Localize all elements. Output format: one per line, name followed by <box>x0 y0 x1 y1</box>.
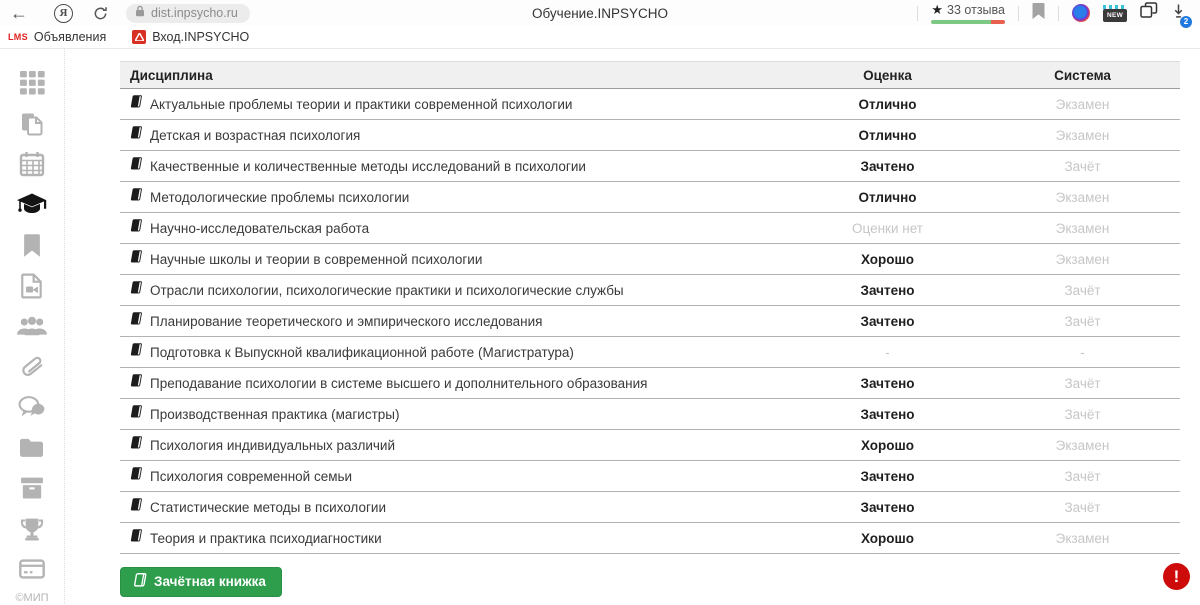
grade-value: Хорошо <box>860 530 915 546</box>
address-bar[interactable] <box>126 4 250 23</box>
grid-icon[interactable] <box>0 63 64 104</box>
discipline-name: Подготовка к Выпускной квалификационной работе (Магистратура) <box>150 344 574 360</box>
discipline-name: Планирование теоретического и эмпирического исследования <box>150 313 543 329</box>
bookmark-announcements[interactable]: LMS Объявления <box>8 30 107 44</box>
downloads-count-badge: 2 <box>1180 16 1192 28</box>
page-title: Обучение.INPSYCHO <box>532 5 668 21</box>
table-row[interactable] <box>120 306 1180 337</box>
video-file-icon[interactable] <box>0 266 64 307</box>
system-value: Зачёт <box>1064 282 1101 298</box>
table-row[interactable] <box>120 213 1180 244</box>
book-icon <box>130 343 143 361</box>
exclamation-icon: ! <box>1173 566 1180 586</box>
table-row[interactable] <box>120 89 1180 120</box>
extension-new-icon[interactable] <box>1103 5 1127 22</box>
table-row[interactable] <box>120 337 1180 368</box>
new-badge-decoration <box>1103 5 1127 9</box>
system-value: Зачёт <box>1064 158 1101 174</box>
grade-value: Отлично <box>858 96 917 112</box>
book-icon <box>130 529 143 547</box>
header-system: Система <box>1054 67 1111 83</box>
mip-favicon <box>132 30 146 44</box>
credit-card-icon[interactable] <box>0 549 64 590</box>
discipline-name: Преподавание психологии в системе высшего и дополнительного образования <box>150 375 648 391</box>
system-value: Зачёт <box>1064 313 1101 329</box>
grades-table <box>120 61 1180 554</box>
gradebook-button-label: Зачётная книжка <box>154 574 266 589</box>
book-icon <box>130 498 143 516</box>
book-icon <box>130 281 143 299</box>
grade-value: Зачтено <box>860 499 915 515</box>
system-value: Зачёт <box>1064 406 1101 422</box>
calendar-icon[interactable] <box>0 144 64 185</box>
discipline-name: Теория и практика психодиагностики <box>150 530 382 546</box>
toolbar-separator <box>917 6 918 21</box>
graduation-cap-icon[interactable] <box>0 185 64 226</box>
book-icon <box>130 405 143 423</box>
discipline-name: Психология индивидуальных различий <box>150 437 395 453</box>
book-icon <box>130 157 143 175</box>
bookmarks-bar <box>0 26 1200 49</box>
review-rating-bar <box>931 20 1005 24</box>
discipline-name: Отрасли психологии, психологические практики и психологические службы <box>150 282 624 298</box>
book-icon <box>130 188 143 206</box>
system-value: Зачёт <box>1064 499 1101 515</box>
refresh-icon[interactable] <box>93 6 108 21</box>
grade-value: Хорошо <box>860 251 915 267</box>
discipline-name: Научно-исследовательская работа <box>150 220 370 236</box>
grade-value: - <box>885 344 890 360</box>
back-icon[interactable]: ← <box>10 3 28 23</box>
grade-value: Зачтено <box>860 375 915 391</box>
documents-icon[interactable] <box>0 104 64 145</box>
yandex-browser-icon[interactable]: Я <box>54 4 73 23</box>
extension-browser-icon[interactable] <box>1072 4 1090 22</box>
collections-icon[interactable] <box>1140 2 1158 24</box>
book-icon <box>130 436 143 454</box>
table-row[interactable] <box>120 275 1180 306</box>
browser-toolbar <box>0 0 1200 26</box>
table-row[interactable] <box>120 120 1180 151</box>
grade-value: Зачтено <box>860 313 915 329</box>
archive-box-icon[interactable] <box>0 468 64 509</box>
grade-value: Зачтено <box>860 158 915 174</box>
grade-value: Зачтено <box>860 468 915 484</box>
table-row[interactable] <box>120 182 1180 213</box>
bookmark-icon[interactable] <box>0 225 64 266</box>
discipline-name: Производственная практика (магистры) <box>150 406 400 422</box>
toolbar-separator <box>1058 6 1059 21</box>
table-header-row <box>120 61 1180 89</box>
system-value: Экзамен <box>1055 251 1110 267</box>
table-row[interactable] <box>120 523 1180 554</box>
discipline-name: Детская и возрастная психология <box>150 127 361 143</box>
table-row[interactable] <box>120 151 1180 182</box>
url-text: dist.inpsycho.ru <box>151 6 238 20</box>
header-discipline: Дисциплина <box>130 67 213 83</box>
gradebook-button[interactable] <box>120 567 282 597</box>
lms-favicon: LMS <box>8 32 28 42</box>
system-value: Зачёт <box>1064 468 1101 484</box>
system-value: Экзамен <box>1055 220 1110 236</box>
people-icon[interactable] <box>0 306 64 347</box>
main-content <box>65 49 1200 604</box>
table-row[interactable] <box>120 430 1180 461</box>
system-value: Зачёт <box>1064 375 1101 391</box>
header-grade: Оценка <box>863 67 912 83</box>
toolbar-separator <box>1018 6 1019 21</box>
system-value: Экзамен <box>1055 189 1110 205</box>
discipline-name: Актуальные проблемы теории и практики современной психологии <box>150 96 573 112</box>
grade-value: Отлично <box>858 127 917 143</box>
book-icon <box>130 374 143 392</box>
discipline-name: Статистические методы в психологии <box>150 499 386 515</box>
reviews-count: 33 отзыва <box>947 3 1005 18</box>
notification-alert-button[interactable] <box>1163 563 1190 590</box>
bookmark-flag-icon[interactable] <box>1032 3 1045 24</box>
discipline-name: Методологические проблемы психологии <box>150 189 410 205</box>
chat-icon[interactable] <box>0 387 64 428</box>
downloads-button[interactable] <box>1171 3 1189 26</box>
system-value: - <box>1080 344 1085 360</box>
system-value: Экзамен <box>1055 96 1110 112</box>
system-value: Экзамен <box>1055 530 1110 546</box>
table-row[interactable] <box>120 492 1180 523</box>
book-icon <box>130 312 143 330</box>
new-badge-label: NEW <box>1103 9 1127 22</box>
book-icon <box>133 573 147 590</box>
system-value: Экзамен <box>1055 127 1110 143</box>
book-icon <box>130 126 143 144</box>
grade-value: Зачтено <box>860 406 915 422</box>
table-row[interactable] <box>120 461 1180 492</box>
lock-icon <box>135 4 145 22</box>
trophy-icon[interactable] <box>0 509 64 550</box>
table-row[interactable] <box>120 399 1180 430</box>
table-row[interactable] <box>120 244 1180 275</box>
table-body <box>120 89 1180 554</box>
book-icon <box>130 95 143 113</box>
paperclip-icon[interactable] <box>0 347 64 388</box>
system-value: Экзамен <box>1055 437 1110 453</box>
book-icon <box>130 467 143 485</box>
table-row[interactable] <box>120 368 1180 399</box>
book-icon <box>130 219 143 237</box>
grade-value: Отлично <box>858 189 917 205</box>
book-icon <box>130 250 143 268</box>
folder-icon[interactable] <box>0 428 64 469</box>
bookmark-login-inpsycho[interactable]: Вход.INPSYCHO <box>132 30 249 44</box>
discipline-name: Научные школы и теории в современной психологии <box>150 251 483 267</box>
grade-value: Зачтено <box>860 282 915 298</box>
star-icon: ★ <box>931 2 944 18</box>
discipline-name: Психология современной семьи <box>150 468 353 484</box>
site-reviews-button[interactable] <box>931 2 1005 24</box>
discipline-name: Качественные и количественные методы исследований в психологии <box>150 158 586 174</box>
app-sidebar <box>0 49 65 604</box>
grade-value: Хорошо <box>860 437 915 453</box>
grade-value: Оценки нет <box>852 220 923 236</box>
copyright-label: ©МИП <box>15 591 49 604</box>
